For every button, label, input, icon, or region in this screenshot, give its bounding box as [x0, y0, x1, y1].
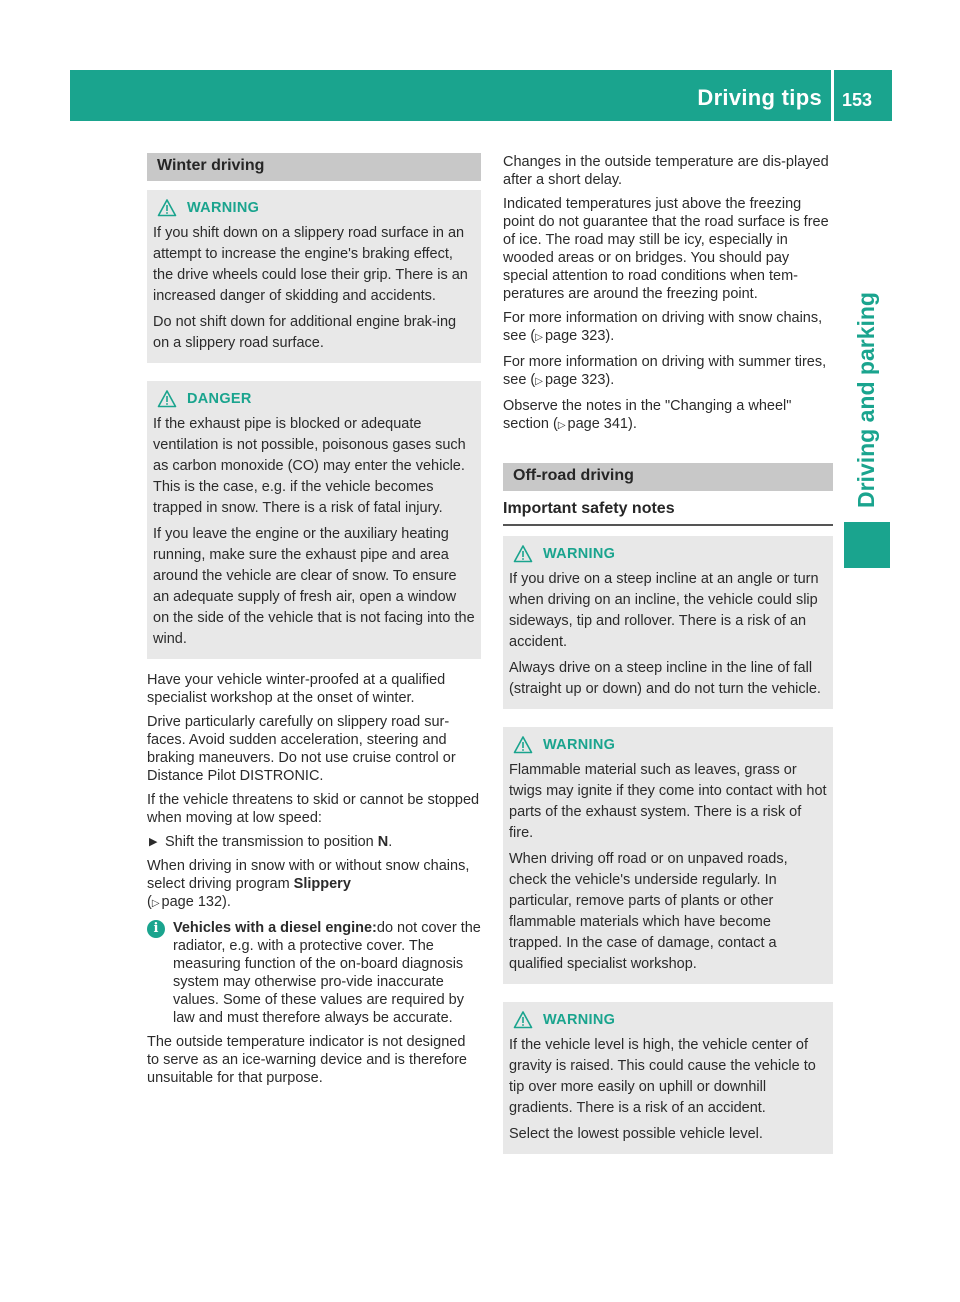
warning-triangle-icon [513, 735, 533, 755]
note-text: Vehicles with a diesel engine:do not cover the radiator, e.g. with a protective cover. The measuring function of the on-board diagnosis system may otherwise pro-vide inaccurate values. Some of these values are required by law and must therefore always be accurate. [173, 920, 481, 1026]
warning-triangle-icon [157, 389, 177, 409]
section-title-off-road-driving: Off-road driving [503, 463, 833, 491]
warning-title: WARNING [543, 1012, 616, 1028]
page-ref-arrow-icon: ▷ [535, 332, 543, 343]
body-paragraph: The outside temperature indicator is not designed to serve as an ice-warning device and is therefore unsuitable for that purpose. [147, 1034, 467, 1086]
subsection-title-safety-notes: Important safety notes [503, 491, 833, 526]
info-note [147, 919, 481, 1027]
warning-header [509, 734, 827, 756]
page-reference[interactable]: page 323). [544, 372, 615, 388]
danger-title: DANGER [187, 391, 252, 407]
header-section-title: Driving tips [697, 85, 822, 110]
warning-title: WARNING [543, 737, 616, 753]
warning-header [153, 197, 475, 219]
warning-box [503, 536, 833, 709]
page-ref-arrow-icon: ▷ [535, 376, 543, 387]
page-ref-arrow-icon: ▷ [557, 420, 566, 431]
body-paragraph: Changes in the outside temperature are dis-played after a short delay. [503, 154, 829, 188]
warning-text: When driving off road or on unpaved roads, check the vehicle's underside regularly. In particular, remove parts of plants or other flammable materials which have become trapped. In the case of damage, contact a qualified specialist workshop. [509, 851, 788, 972]
warning-title: WARNING [543, 546, 616, 562]
body-paragraph: Indicated temperatures just above the freezing point do not guarantee that the road surface is free of ice. The road may still be icy, especially in wooded areas or on bridges. You should pay special attention to road conditions when tem-peratures are around the freezing point. [503, 196, 829, 302]
page-ref-arrow-icon: ▷ [151, 898, 160, 909]
warning-header [509, 543, 827, 565]
warning-text: If you shift down on a slippery road surface in an attempt to increase the engine's braking effect, the drive wheels could lose their grip. There is an increased danger of skidding and accidents. [153, 225, 468, 304]
right-column [503, 153, 833, 1172]
header-separator [831, 70, 834, 121]
arrow-right-icon: ▶ [149, 836, 158, 848]
instruction-text: Shift the transmission to position N. [165, 834, 393, 850]
warning-text: If the vehicle level is high, the vehicle center of gravity is raised. This could cause the vehicle to tip over more easily on uphill or downhill gradients. There is a risk of an accident. [509, 1037, 816, 1116]
warning-text: Always drive on a steep incline in the line of fall (straight up or down) and do not turn the vehicle. [509, 660, 821, 697]
warning-triangle-icon [513, 1010, 533, 1030]
side-chapter-label [844, 250, 884, 510]
warning-box [503, 727, 833, 984]
warning-title: WARNING [187, 200, 260, 216]
warning-text: If you drive on a steep incline at an angle or turn when driving on an incline, the vehicle could slip sideways, tip and rollover. There is a risk of an accident. [509, 571, 819, 650]
warning-text: Do not shift down for additional engine brak-ing on a slippery road surface. [153, 314, 457, 351]
page-number: 153 [842, 90, 873, 110]
warning-box [503, 1002, 833, 1154]
body-paragraph: When driving in snow with or without snow chains, select driving program Slippery (▷ page 132). [147, 857, 481, 913]
body-paragraph: If the vehicle threatens to skid or cannot be stopped when moving at low speed: [147, 792, 480, 826]
warning-triangle-icon [157, 198, 177, 218]
body-paragraph: Drive particularly carefully on slippery road sur-faces. Avoid sudden acceleration, steering and braking maneuvers. Do not use cruise control or Distance Pilot DISTRONIC. [147, 714, 456, 784]
body-paragraph: For more information on driving with snow chains, see (▷ page 323). [503, 309, 833, 347]
warning-text: Select the lowest possible vehicle level. [509, 1126, 763, 1142]
warning-text: Flammable material such as leaves, grass or twigs may ignite if they come into contact with hot parts of the exhaust system. There is a risk of fire. [509, 762, 827, 841]
danger-text: If you leave the engine or the auxiliary heating running, make sure the exhaust pipe and area around the vehicle are clear of snow. To ensure an adequate supply of fresh air, open a window on the side of the vehicle that is not facing into the wind. [153, 526, 475, 647]
danger-header [153, 388, 475, 410]
page-reference[interactable]: page 323). [544, 328, 615, 344]
instruction-step [147, 833, 481, 851]
danger-text: If the exhaust pipe is blocked or adequate ventilation is not possible, poisonous gases such as carbon monoxide (CO) may enter the vehicle. This is the case, e.g. if the vehicle becomes trapped in snow. There is a risk of fatal injury. [153, 416, 466, 516]
left-column [147, 153, 481, 1093]
danger-box [147, 381, 481, 659]
side-chapter-block [844, 522, 890, 568]
info-icon: i [147, 920, 165, 938]
warning-header [509, 1009, 827, 1031]
body-paragraph: For more information on driving with summer tires, see (▷ page 323). [503, 353, 833, 391]
body-paragraph: Observe the notes in the "Changing a wheel" section (▷ page 341). [503, 397, 833, 435]
side-chapter-text: Driving and parking [853, 292, 879, 508]
page-reference[interactable]: page 132). [161, 894, 231, 910]
body-paragraph: Have your vehicle winter-proofed at a qualified specialist workshop at the onset of winter. [147, 672, 446, 706]
warning-box [147, 190, 481, 363]
page-reference[interactable]: page 341). [567, 416, 637, 432]
warning-triangle-icon [513, 544, 533, 564]
section-title-winter-driving: Winter driving [147, 153, 481, 181]
